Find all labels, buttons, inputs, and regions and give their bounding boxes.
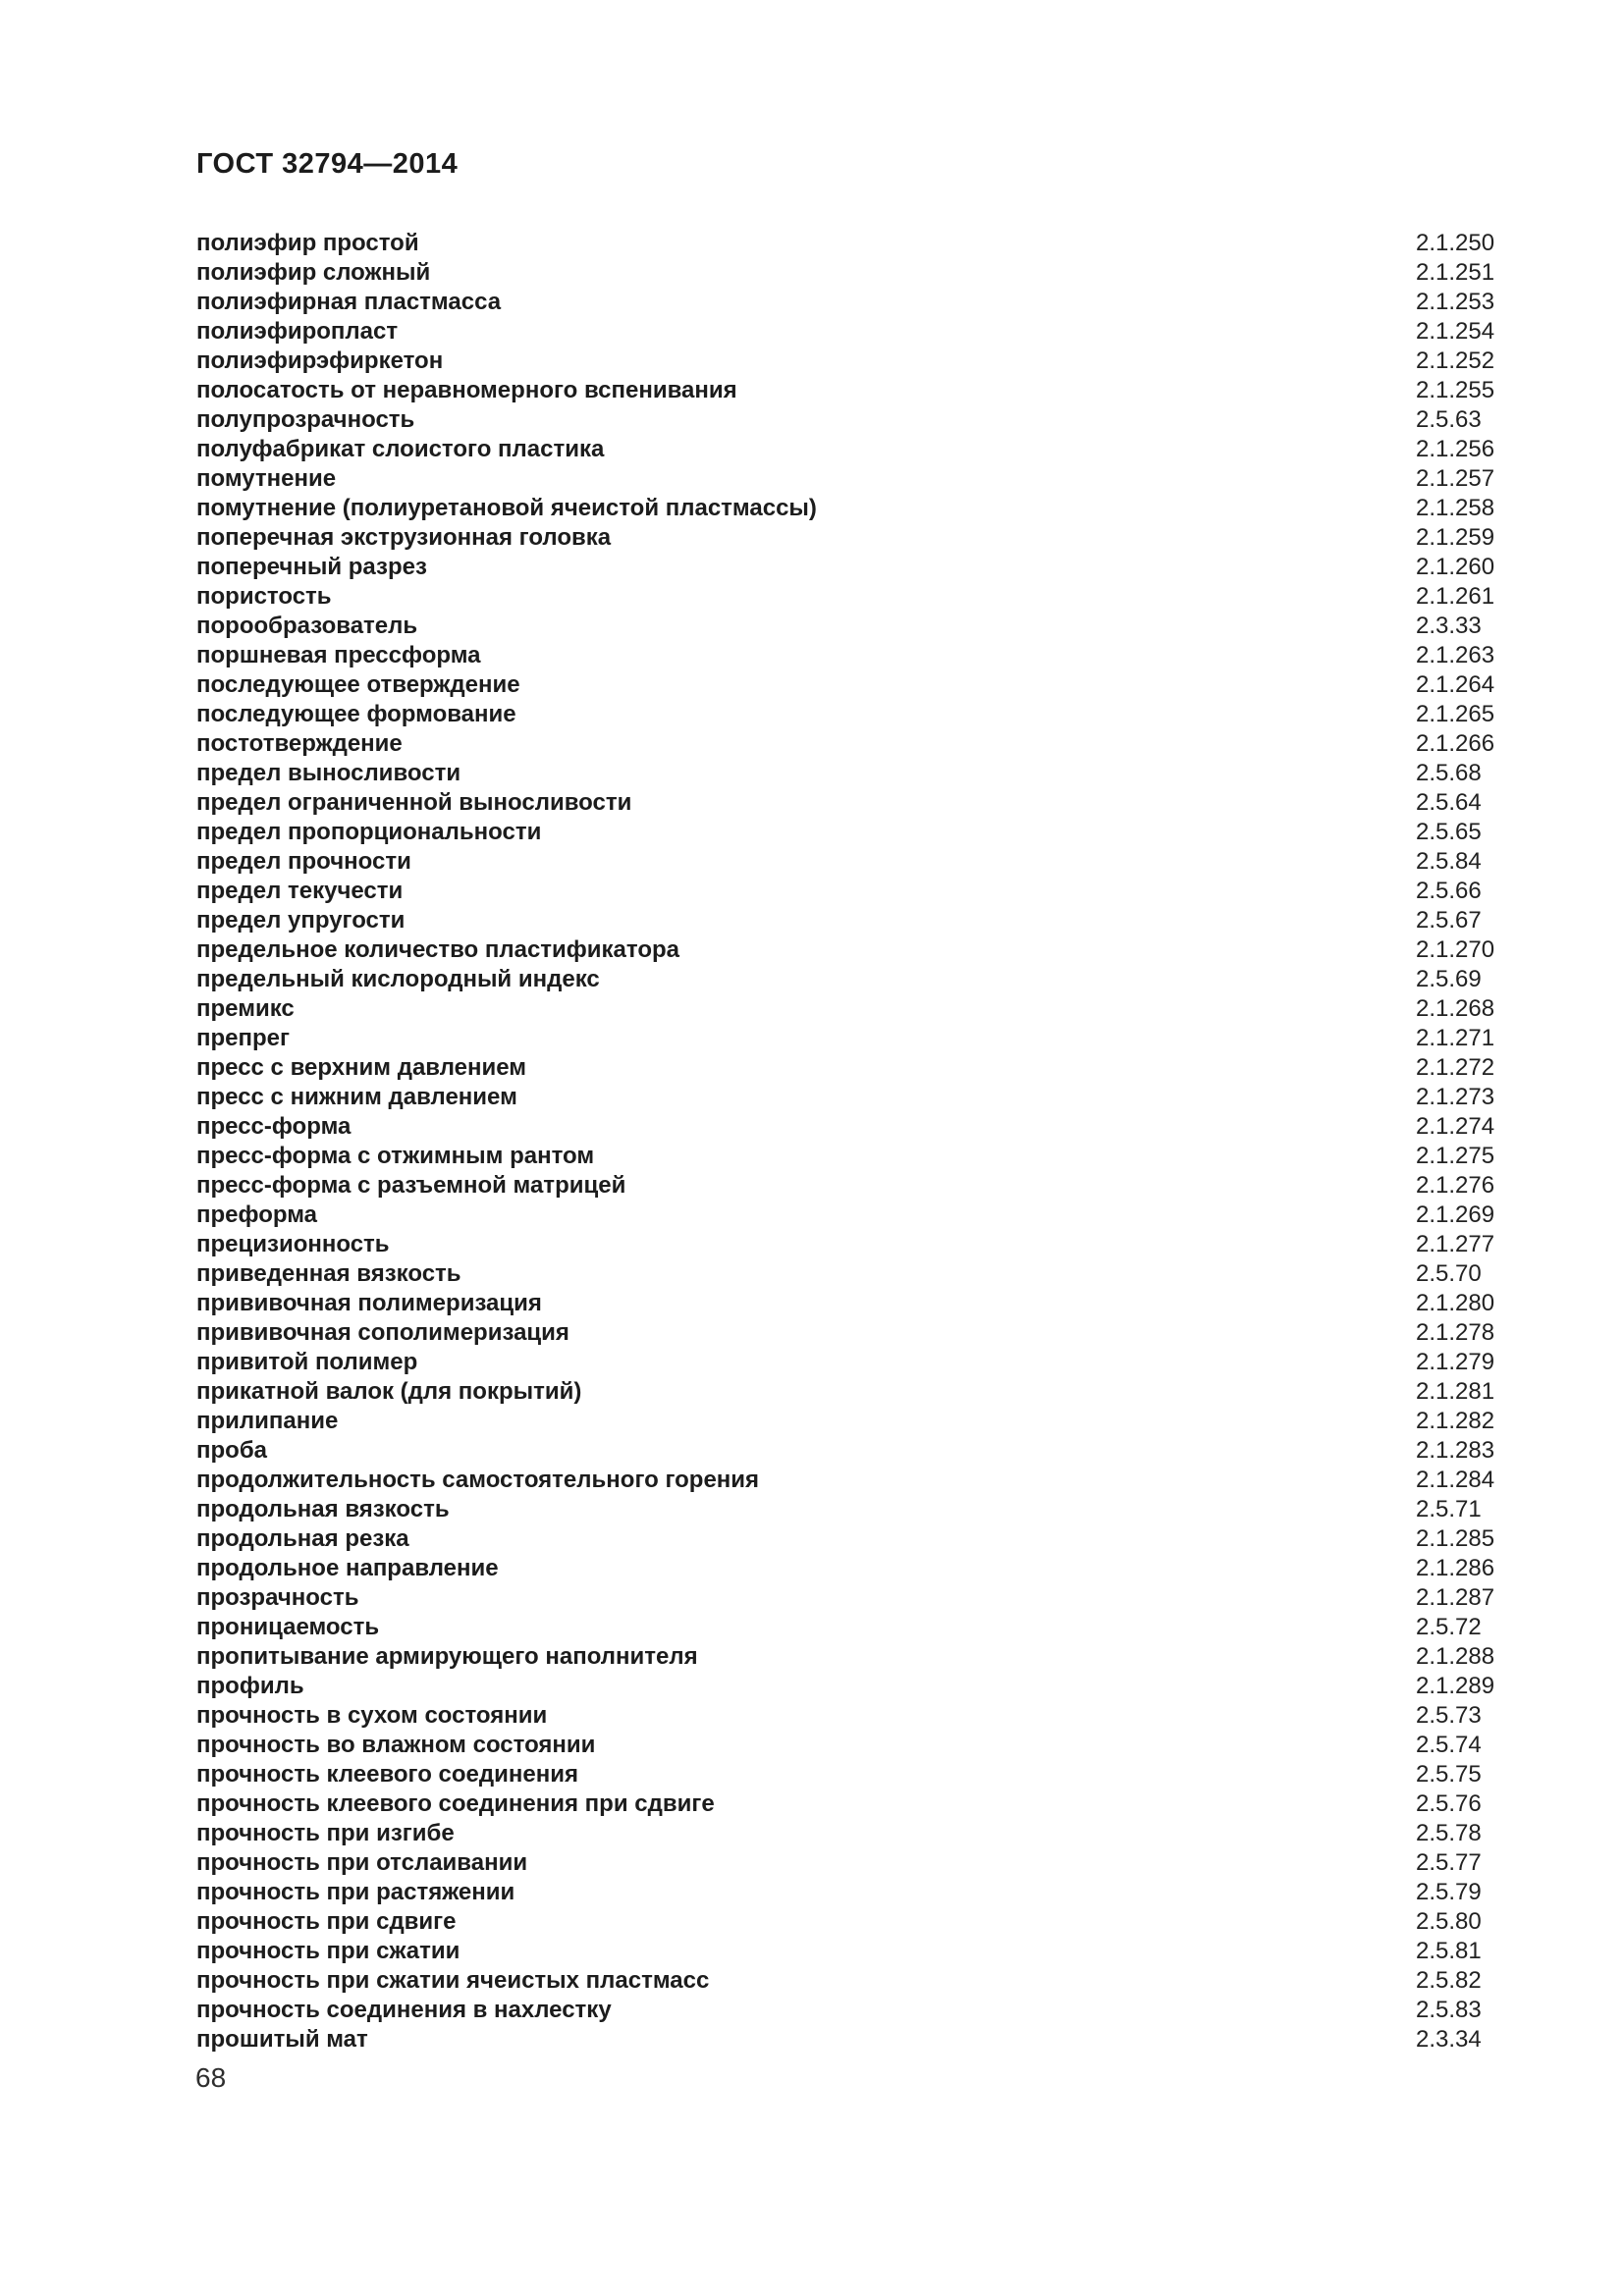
term-reference: 2.1.270 <box>1416 936 1495 963</box>
term-reference: 2.1.261 <box>1416 583 1495 610</box>
term-label: прочность в сухом состоянии <box>196 1702 548 1729</box>
term-reference: 2.1.269 <box>1416 1201 1495 1228</box>
term-label: прозрачность <box>196 1584 359 1611</box>
index-row <box>196 317 1502 347</box>
term-label: прилипание <box>196 1408 339 1434</box>
term-reference: 2.3.33 <box>1416 613 1482 639</box>
index-row <box>196 965 1502 994</box>
index-row <box>196 1583 1502 1613</box>
term-label: последующее формование <box>196 701 516 727</box>
term-reference: 2.1.278 <box>1416 1319 1495 1346</box>
index-row <box>196 1053 1502 1083</box>
index-row <box>196 1495 1502 1524</box>
index-row <box>196 1789 1502 1819</box>
term-label: продолжительность самостоятельного горения <box>196 1467 760 1493</box>
index-row <box>196 405 1502 435</box>
term-label: прочность клеевого соединения при сдвиге <box>196 1790 715 1817</box>
term-reference: 2.1.266 <box>1416 730 1495 757</box>
term-label: полупрозрачность <box>196 406 415 433</box>
index-row <box>196 1289 1502 1318</box>
index-row <box>196 1731 1502 1760</box>
term-label: предельный кислородный индекс <box>196 966 600 992</box>
term-label: поперечная экструзионная головка <box>196 524 612 551</box>
term-reference: 2.5.79 <box>1416 1879 1482 1905</box>
term-reference: 2.1.259 <box>1416 524 1495 551</box>
index-row <box>196 1407 1502 1436</box>
index-row <box>196 347 1502 376</box>
term-label: привитой полимер <box>196 1349 418 1375</box>
term-label: премикс <box>196 995 295 1022</box>
term-reference: 2.3.34 <box>1416 2026 1482 2053</box>
index-row <box>196 670 1502 700</box>
index-row <box>196 935 1502 965</box>
term-label: последующее отверждение <box>196 671 520 698</box>
term-reference: 2.1.282 <box>1416 1408 1495 1434</box>
term-reference: 2.5.83 <box>1416 1997 1482 2023</box>
page-number: 68 <box>195 2062 227 2093</box>
term-label: прочность клеевого соединения <box>196 1761 578 1788</box>
index-row <box>196 1554 1502 1583</box>
term-label: прочность при отслаивании <box>196 1849 528 1876</box>
index-row <box>196 523 1502 553</box>
index-row <box>196 1848 1502 1878</box>
index-row <box>196 1701 1502 1731</box>
term-label: прививочная сополимеризация <box>196 1319 569 1346</box>
term-label: проницаемость <box>196 1614 380 1640</box>
index-row <box>196 464 1502 494</box>
term-reference: 2.5.66 <box>1416 878 1482 904</box>
term-label: прошитый мат <box>196 2026 368 2053</box>
term-label: прецизионность <box>196 1231 390 1257</box>
term-label: предельное количество пластификатора <box>196 936 680 963</box>
index-row <box>196 1230 1502 1259</box>
term-reference: 2.5.82 <box>1416 1967 1482 1994</box>
term-reference: 2.5.76 <box>1416 1790 1482 1817</box>
index-row <box>196 1966 1502 1996</box>
term-reference: 2.5.63 <box>1416 406 1482 433</box>
term-reference: 2.5.69 <box>1416 966 1482 992</box>
index-row <box>196 376 1502 405</box>
term-reference: 2.1.284 <box>1416 1467 1495 1493</box>
index-row <box>196 2025 1502 2055</box>
index-row <box>196 553 1502 582</box>
term-label: пресс с верхним давлением <box>196 1054 527 1081</box>
term-label: полиэфир простой <box>196 230 419 256</box>
index-row <box>196 1907 1502 1937</box>
index-row <box>196 1466 1502 1495</box>
term-label: предел ограниченной выносливости <box>196 789 632 816</box>
index-row <box>196 1142 1502 1171</box>
index-row <box>196 1878 1502 1907</box>
term-label: пресс-форма с разъемной матрицей <box>196 1172 626 1199</box>
term-label: предел прочности <box>196 848 411 875</box>
term-label: порообразователь <box>196 613 418 639</box>
term-label: продольное направление <box>196 1555 499 1581</box>
term-label: предел упругости <box>196 907 406 934</box>
term-reference: 2.1.288 <box>1416 1643 1495 1670</box>
term-reference: 2.5.84 <box>1416 848 1482 875</box>
index-row <box>196 1996 1502 2025</box>
index-row <box>196 906 1502 935</box>
index-row <box>196 1642 1502 1672</box>
term-label: прочность при изгибе <box>196 1820 455 1846</box>
index-row <box>196 818 1502 847</box>
term-label: прикатной валок (для покрытий) <box>196 1378 582 1405</box>
alphabetical-index-list <box>196 229 1502 2055</box>
term-label: продольная вязкость <box>196 1496 450 1522</box>
term-reference: 2.5.80 <box>1416 1908 1482 1935</box>
term-reference: 2.1.260 <box>1416 554 1495 580</box>
index-row <box>196 1348 1502 1377</box>
term-reference: 2.1.286 <box>1416 1555 1495 1581</box>
term-reference: 2.1.271 <box>1416 1025 1495 1051</box>
term-reference: 2.5.77 <box>1416 1849 1482 1876</box>
term-label: прочность при растяжении <box>196 1879 515 1905</box>
term-reference: 2.1.276 <box>1416 1172 1495 1199</box>
term-label: поперечный разрез <box>196 554 427 580</box>
term-reference: 2.1.277 <box>1416 1231 1495 1257</box>
term-reference: 2.1.287 <box>1416 1584 1495 1611</box>
index-row <box>196 1024 1502 1053</box>
term-reference: 2.1.264 <box>1416 671 1495 698</box>
term-label: прочность при сдвиге <box>196 1908 457 1935</box>
term-label: профиль <box>196 1673 304 1699</box>
index-row <box>196 1524 1502 1554</box>
index-row <box>196 258 1502 288</box>
term-reference: 2.5.75 <box>1416 1761 1482 1788</box>
term-reference: 2.5.73 <box>1416 1702 1482 1729</box>
term-label: полиэфир сложный <box>196 259 431 286</box>
term-label: предел пропорциональности <box>196 819 542 845</box>
term-label: полосатость от неравномерного вспенивания <box>196 377 737 403</box>
term-label: пресс-форма <box>196 1113 352 1140</box>
term-label: помутнение (полиуретановой ячеистой пластмассы) <box>196 495 817 521</box>
term-reference: 2.1.274 <box>1416 1113 1495 1140</box>
term-label: предел выносливости <box>196 760 461 786</box>
term-reference: 2.1.252 <box>1416 347 1495 374</box>
index-row <box>196 288 1502 317</box>
term-label: проба <box>196 1437 267 1464</box>
term-reference: 2.5.67 <box>1416 907 1482 934</box>
term-reference: 2.5.65 <box>1416 819 1482 845</box>
term-reference: 2.5.71 <box>1416 1496 1482 1522</box>
index-row <box>196 435 1502 464</box>
term-reference: 2.1.272 <box>1416 1054 1495 1081</box>
term-reference: 2.1.285 <box>1416 1525 1495 1552</box>
term-reference: 2.1.289 <box>1416 1673 1495 1699</box>
index-row <box>196 1937 1502 1966</box>
index-row <box>196 1259 1502 1289</box>
index-row <box>196 1112 1502 1142</box>
term-reference: 2.1.254 <box>1416 318 1495 345</box>
index-row <box>196 612 1502 641</box>
index-row <box>196 1171 1502 1201</box>
term-reference: 2.1.265 <box>1416 701 1495 727</box>
term-label: пресс-форма с отжимным рантом <box>196 1143 595 1169</box>
term-reference: 2.5.74 <box>1416 1732 1482 1758</box>
term-reference: 2.5.72 <box>1416 1614 1482 1640</box>
index-row <box>196 229 1502 258</box>
term-reference: 2.1.253 <box>1416 289 1495 315</box>
index-row <box>196 994 1502 1024</box>
index-row <box>196 847 1502 877</box>
term-reference: 2.1.257 <box>1416 465 1495 492</box>
index-row <box>196 700 1502 729</box>
term-label: пористость <box>196 583 332 610</box>
term-label: полуфабрикат слоистого пластика <box>196 436 605 462</box>
term-label: помутнение <box>196 465 337 492</box>
term-reference: 2.1.256 <box>1416 436 1495 462</box>
term-reference: 2.1.258 <box>1416 495 1495 521</box>
term-reference: 2.5.68 <box>1416 760 1482 786</box>
term-label: прочность при сжатии <box>196 1938 460 1964</box>
term-label: полиэфирная пластмасса <box>196 289 502 315</box>
index-row <box>196 1613 1502 1642</box>
index-row <box>196 641 1502 670</box>
term-label: постотверждение <box>196 730 403 757</box>
term-reference: 2.1.280 <box>1416 1290 1495 1316</box>
index-row <box>196 494 1502 523</box>
index-row <box>196 788 1502 818</box>
term-reference: 2.1.268 <box>1416 995 1495 1022</box>
term-label: прочность при сжатии ячеистых пластмасс <box>196 1967 710 1994</box>
term-label: пресс с нижним давлением <box>196 1084 517 1110</box>
term-label: преформа <box>196 1201 317 1228</box>
standard-number-heading: ГОСТ 32794—2014 <box>196 148 459 180</box>
index-row <box>196 1201 1502 1230</box>
term-label: полиэфирэфиркетон <box>196 347 444 374</box>
term-label: предел текучести <box>196 878 404 904</box>
index-row <box>196 1436 1502 1466</box>
term-reference: 2.1.281 <box>1416 1378 1495 1405</box>
index-row <box>196 729 1502 759</box>
term-label: приведенная вязкость <box>196 1260 461 1287</box>
term-reference: 2.1.279 <box>1416 1349 1495 1375</box>
term-reference: 2.1.255 <box>1416 377 1495 403</box>
term-label: поршневая прессформа <box>196 642 481 668</box>
term-label: прочность соединения в нахлестку <box>196 1997 612 2023</box>
term-reference: 2.1.273 <box>1416 1084 1495 1110</box>
term-label: препрег <box>196 1025 291 1051</box>
index-row <box>196 1377 1502 1407</box>
term-reference: 2.5.78 <box>1416 1820 1482 1846</box>
term-label: продольная резка <box>196 1525 409 1552</box>
term-reference: 2.5.70 <box>1416 1260 1482 1287</box>
term-label: прочность во влажном состоянии <box>196 1732 596 1758</box>
index-row <box>196 759 1502 788</box>
index-row <box>196 582 1502 612</box>
term-reference: 2.1.250 <box>1416 230 1495 256</box>
term-reference: 2.1.283 <box>1416 1437 1495 1464</box>
term-reference: 2.1.275 <box>1416 1143 1495 1169</box>
term-reference: 2.1.263 <box>1416 642 1495 668</box>
index-row <box>196 1318 1502 1348</box>
term-reference: 2.5.81 <box>1416 1938 1482 1964</box>
term-label: полиэфиропласт <box>196 318 399 345</box>
term-reference: 2.5.64 <box>1416 789 1482 816</box>
index-row <box>196 877 1502 906</box>
index-row <box>196 1819 1502 1848</box>
index-row <box>196 1083 1502 1112</box>
index-row <box>196 1760 1502 1789</box>
term-label: прививочная полимеризация <box>196 1290 542 1316</box>
term-reference: 2.1.251 <box>1416 259 1495 286</box>
term-label: пропитывание армирующего наполнителя <box>196 1643 698 1670</box>
index-row <box>196 1672 1502 1701</box>
